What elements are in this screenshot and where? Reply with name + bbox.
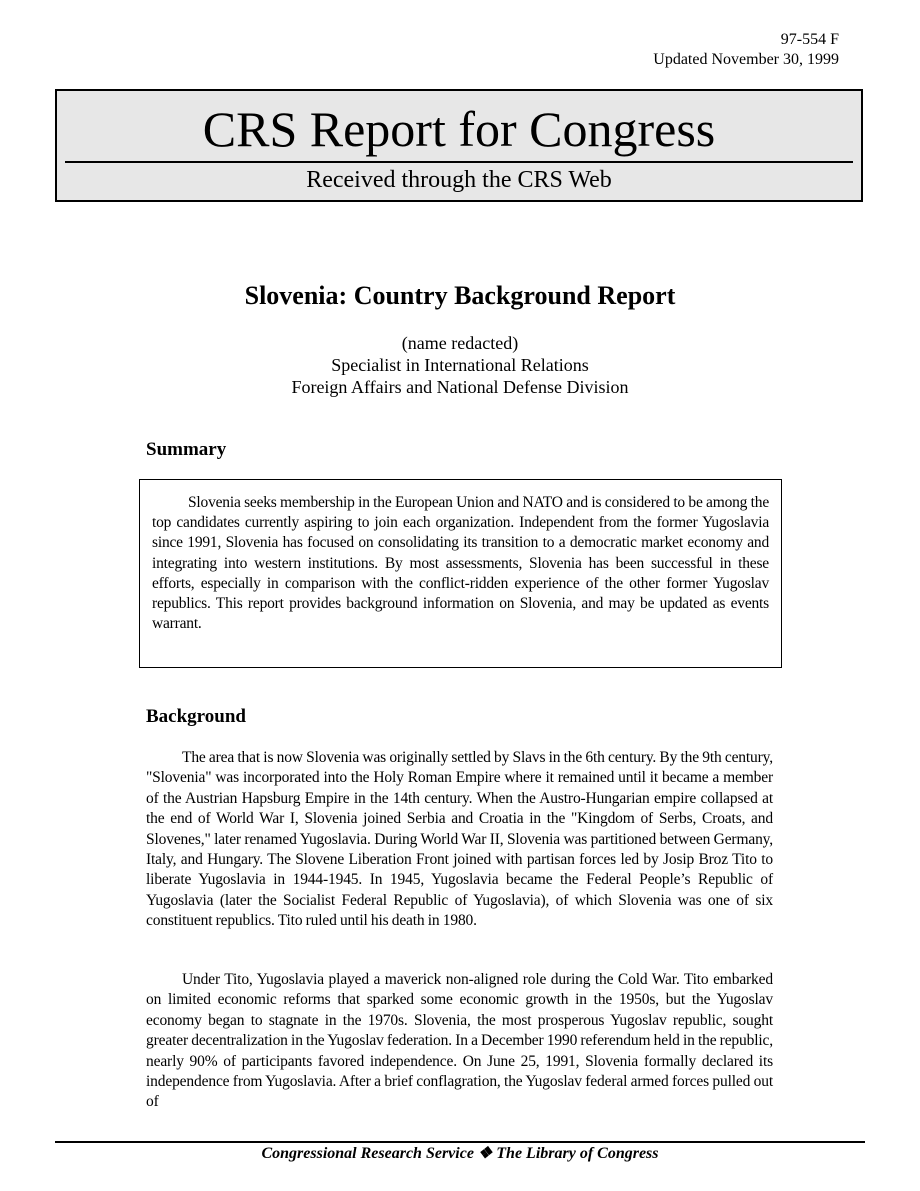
report-identifier: [653, 30, 839, 70]
author-division: Foreign Affairs and National Defense Division: [291, 377, 629, 397]
background-paragraph-2-container: [146, 970, 773, 1113]
background-paragraph-1-container: [146, 748, 773, 932]
crs-banner: [55, 89, 863, 202]
background-paragraph: The area that is now Slovenia was originally settled by Slavs in the 6th century. By the 9th century, "Slovenia" was incorporated into the Holy Roman Empire where it remained until it became a member of the Austrian Hapsburg Empire in the 14th century. When the Austro-Hungarian empire collapsed at the end of World War I, Slovenia joined Serbia and Croatia in the "Kingdom of Serbs, Croats, and Slovenes," later renamed Yugoslavia. During World War II, Slovenia was partitioned between Germany, Italy, and Hungary. The Slovene Liberation Front joined with partisan forces led by Josip Broz Tito to liberate Yugoslavia in 1944-1945. In 1945, Yugoslavia became the Federal People’s Republic of Yugoslavia (later the Socialist Federal Republic of Yugoslavia), of which Slovenia was one of six constituent republics. Tito ruled until his death in 1980.: [146, 749, 773, 930]
document-title: Slovenia: Country Background Report: [244, 281, 676, 310]
background-heading: Background: [146, 706, 246, 727]
footer-divider: [55, 1141, 865, 1143]
background-paragraph: Under Tito, Yugoslavia played a maverick non-aligned role during the Cold War. Tito embarked on limited economic reforms that sparked some economic growth in the 1950s, but the Yugoslav economy began to stagnate in the 1970s. Slovenia, the most prosperous Yugoslav republic, sought greater decentralization in the Yugoslav federation. In a December 1990 referendum held in the republic, nearly 90% of participants favored independence. On June 25, 1991, Slovenia formally declared its independence from Yugoslavia. After a brief conflagration, the Yugoslav federal armed forces pulled out of: [146, 971, 773, 1111]
banner-divider: [65, 161, 853, 163]
summary-box: [139, 479, 782, 668]
updated-date: Updated November 30, 1999: [653, 51, 839, 68]
banner-subtitle: Received through the CRS Web: [306, 167, 612, 193]
report-number: 97-554 F: [780, 31, 839, 48]
summary-text: Slovenia seeks membership in the European Union and NATO and is considered to be among the top candidates currently aspiring to join each organization. Independent from the former Yugoslavia since 1991, Slovenia has focused on consolidating its transition to a democratic market economy and integrating into western institutions. By most assessments, Slovenia has been successful in these efforts, especially in comparison with the conflict-ridden experience of the other former Yugoslav republics. This report provides background information on Slovenia, and may be updated as events warrant.: [152, 494, 769, 633]
summary-heading: Summary: [146, 439, 227, 460]
author-position: Specialist in International Relations: [331, 355, 589, 375]
footer-credit: Congressional Research Service ❖ The Library of Congress: [261, 1145, 659, 1162]
author-name: (name redacted): [401, 333, 519, 353]
author-block: [0, 332, 920, 398]
banner-title: CRS Report for Congress: [202, 101, 716, 157]
